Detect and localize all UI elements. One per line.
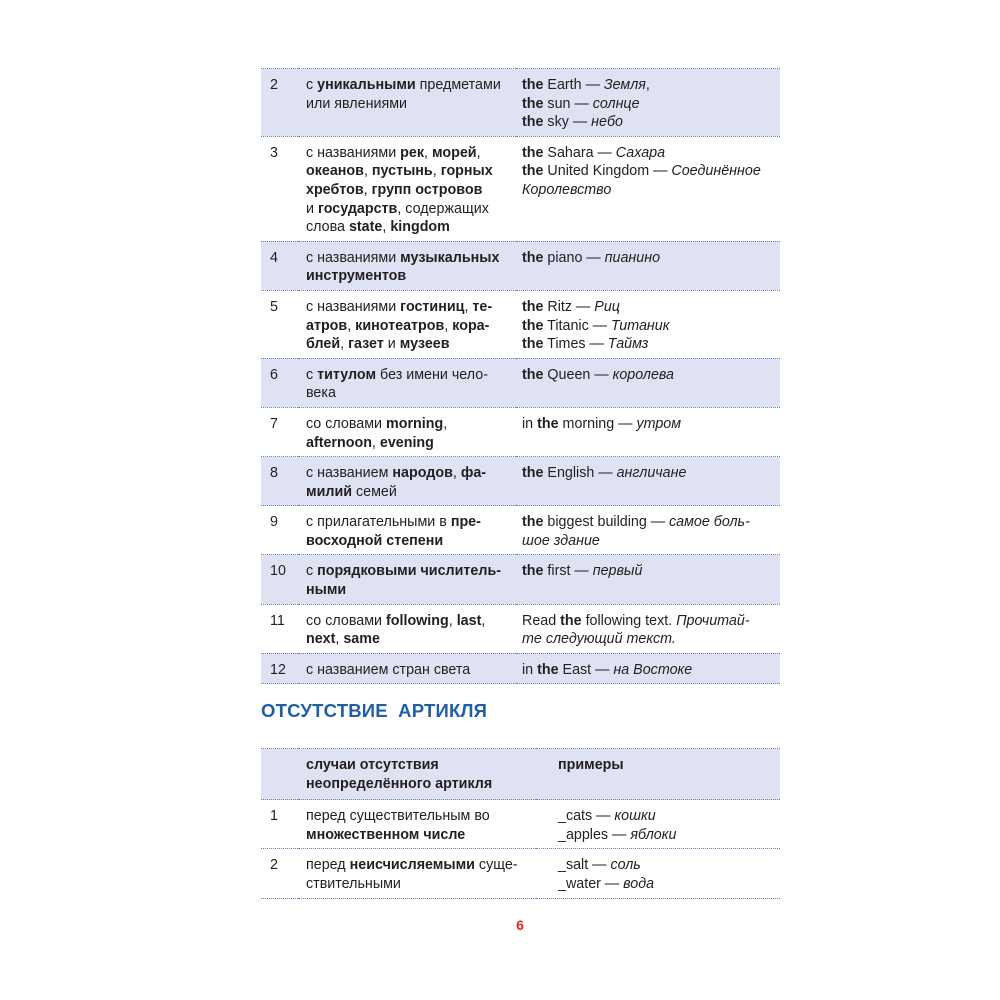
row-number: 4: [261, 241, 298, 290]
table-row: [261, 555, 780, 604]
row-number: 3: [261, 136, 298, 241]
table-row: [261, 604, 780, 653]
row-number: 5: [261, 290, 298, 358]
usage-rule: с титулом без имени чело- века: [298, 358, 516, 407]
definite-article-usage-table: [261, 68, 780, 684]
usage-rule: с названиями гостиниц, те- атров, кинотеатров, кора- блей, газет и музеев: [298, 290, 516, 358]
usage-example: the Sahara — Сахара the United Kingdom — Соединённое Королевство: [516, 136, 780, 241]
row-number: 2: [261, 849, 298, 898]
row-number: 1: [261, 800, 298, 849]
table-row: [261, 506, 780, 555]
page-number: 6: [516, 917, 524, 933]
usage-rule: перед существительным во множественном числе: [298, 800, 536, 849]
usage-example: Read the following text. Прочитай- те следующий текст.: [516, 604, 780, 653]
table-row: [261, 241, 780, 290]
usage-rule: со словами following, last, next, same: [298, 604, 516, 653]
row-number: 9: [261, 506, 298, 555]
row-number: 8: [261, 457, 298, 506]
usage-example: the English — англичане: [516, 457, 780, 506]
row-number: 2: [261, 69, 298, 137]
table-header-row: [261, 749, 780, 800]
usage-rule: с названием народов, фа- милий семей: [298, 457, 516, 506]
usage-rule: с названиями музыкальных инструментов: [298, 241, 516, 290]
table-row: [261, 800, 780, 849]
row-number: 7: [261, 407, 298, 456]
usage-rule: перед неисчисляемыми суще- ствительными: [298, 849, 536, 898]
table-row: [261, 849, 780, 898]
usage-rule: с прилагательными в пре- восходной степени: [298, 506, 516, 555]
header-cases: случаи отсутствия неопределённого артикля: [298, 749, 536, 800]
usage-rule: с названиями рек, морей, океанов, пустынь, горных хребтов, групп островов и государств, содержащих слова state, kingdom: [298, 136, 516, 241]
usage-example: the Queen — королева: [516, 358, 780, 407]
row-number: 6: [261, 358, 298, 407]
table-row: [261, 358, 780, 407]
usage-example: the Earth — Земля, the sun — солнце the sky — небо: [516, 69, 780, 137]
usage-example: _salt — соль _water — вода: [536, 849, 780, 898]
usage-rule: с названием стран света: [298, 653, 516, 684]
table-row: [261, 457, 780, 506]
table-row: [261, 407, 780, 456]
usage-rule: со словами morning, afternoon, evening: [298, 407, 516, 456]
row-number: 10: [261, 555, 298, 604]
row-number: 11: [261, 604, 298, 653]
row-number: 12: [261, 653, 298, 684]
usage-example: the biggest building — самое боль- шое здание: [516, 506, 780, 555]
table-row: [261, 290, 780, 358]
table-row: [261, 653, 780, 684]
header-number: [261, 749, 298, 800]
usage-example: the piano — пианино: [516, 241, 780, 290]
usage-rule: с порядковыми числитель- ными: [298, 555, 516, 604]
usage-example: in the East — на Востоке: [516, 653, 780, 684]
table-row: [261, 69, 780, 137]
usage-rule: с уникальными предметами или явлениями: [298, 69, 516, 137]
table-row: [261, 136, 780, 241]
section-title: ОТСУТСТВИЕ АРТИКЛЯ: [261, 700, 488, 721]
article-absence-table: [261, 748, 780, 899]
usage-example: _cats — кошки _apples — яблоки: [536, 800, 780, 849]
usage-example: in the morning — утром: [516, 407, 780, 456]
usage-example: the first — первый: [516, 555, 780, 604]
usage-example: the Ritz — Риц the Titanic — Титаник the Times — Таймз: [516, 290, 780, 358]
header-examples: примеры: [536, 749, 780, 800]
